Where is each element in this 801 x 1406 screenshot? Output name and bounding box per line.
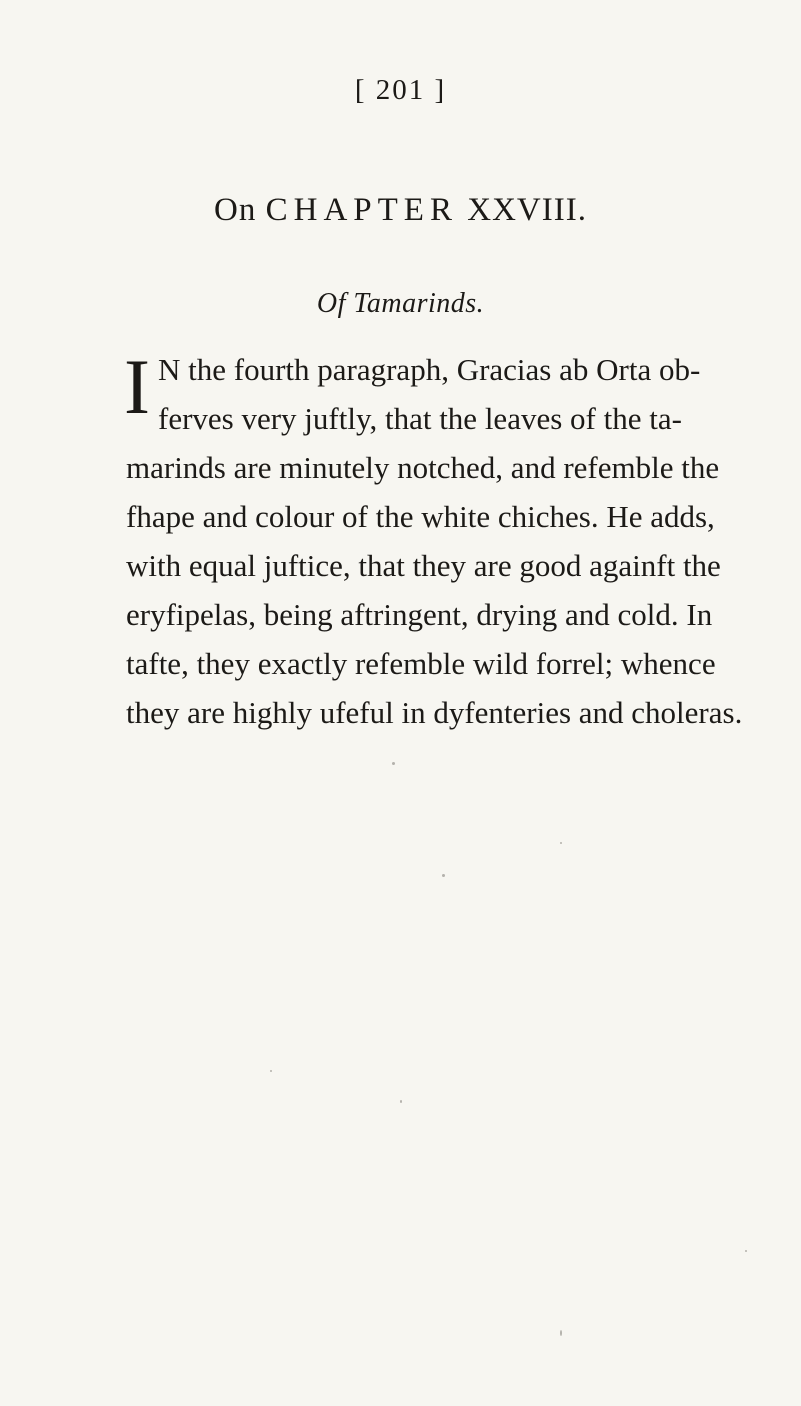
paper-speck xyxy=(560,1330,562,1336)
text-line-8: they are highly ufeful in dyfenteries and choleras. xyxy=(126,695,743,730)
paper-speck xyxy=(745,1250,747,1252)
paper-speck xyxy=(560,842,562,844)
chapter-numeral: XXVIII. xyxy=(467,192,587,228)
text-line-5: with equal juftice, that they are good againft the xyxy=(126,548,721,583)
text-line-7: tafte, they exactly refemble wild forrel; whence xyxy=(126,646,716,681)
chapter-word: CHAPTER xyxy=(265,192,458,228)
text-line-3: marinds are minutely notched, and refemble the xyxy=(126,450,720,485)
drop-cap: I xyxy=(124,343,150,430)
paper-speck xyxy=(392,762,395,765)
chapter-prefix: On xyxy=(214,192,257,228)
page-number: [ 201 ] xyxy=(354,74,447,106)
paper-speck xyxy=(442,874,445,877)
text-line-4: fhape and colour of the white chiches. He adds, xyxy=(126,499,715,534)
paper-speck xyxy=(400,1100,402,1103)
paper-speck xyxy=(270,1070,272,1072)
text-line-6: eryfipelas, being aftringent, drying and cold. In xyxy=(126,597,713,632)
text-line-2: ferves very juftly, that the leaves of the ta- xyxy=(158,401,682,436)
section-title: Of Tamarinds. xyxy=(316,288,485,319)
text-line-1: N the fourth paragraph, Gracias ab Orta ob- xyxy=(158,352,701,387)
